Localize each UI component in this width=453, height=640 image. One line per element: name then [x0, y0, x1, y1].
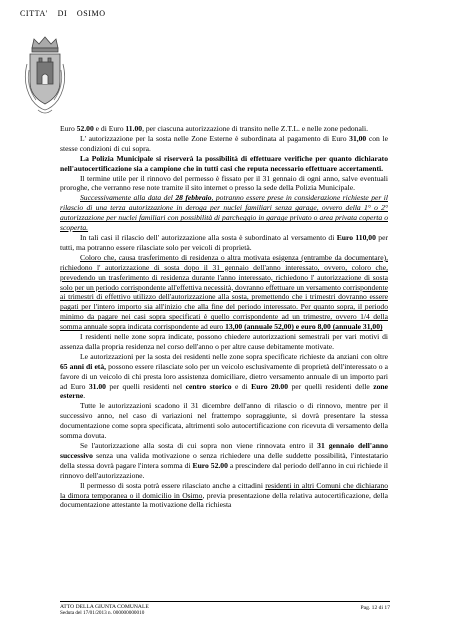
paragraph — [60, 401, 388, 441]
paragraph — [60, 174, 388, 194]
text-run: In tali casi il rilascio dell' autorizzazione alla sosta è subordinato al versamento di — [80, 232, 337, 242]
text-run: senza una valida motivazione o senza richiedere una delle suddette possibilità, l'intestatario della stessa dovrà pagare l'intera somma di — [60, 450, 388, 470]
text-run: 28 febbraio — [175, 193, 212, 203]
paragraph — [60, 253, 388, 332]
text-run: per quelli residenti nel — [105, 381, 186, 391]
text-run: . — [83, 391, 86, 401]
text-run: zone esterne — [60, 381, 388, 401]
city-heading — [20, 9, 113, 18]
paragraph — [60, 233, 388, 253]
text-run: 31.00 — [88, 381, 106, 391]
text-run: 13,00 (annuale 52,00) e euro 8,00 (annuale 31,00) — [225, 322, 383, 332]
city-word: CITTA' — [20, 9, 48, 18]
text-run: Successivamente alla data del — [80, 193, 176, 203]
text-run: 31 gennaio dell'anno successivo — [60, 441, 388, 460]
text-run: per quelli residenti delle — [288, 381, 374, 391]
paragraph — [60, 134, 388, 154]
text-run: , per ciascuna autorizzazione di transito nelle Z.T.L. e nelle zone pedonali. — [142, 124, 368, 133]
text-run: per tutti, ma potranno essere rilasciate solo per veicoli di proprietà. — [60, 232, 388, 252]
text-run: Euro 52.00 — [192, 460, 228, 470]
text-run: La Polizia Municipale si riserverà la possibilità di effettuare verifiche per quanto dichiarato nell'autocertificazione sia a campione che in tutti casi che reputa necessario effettuare accertamenti. — [60, 153, 388, 173]
document-body — [60, 124, 388, 510]
text-run: Le autorizzazioni per la sosta dei residenti nelle zone sopra specificate richieste da anziani con oltre — [80, 351, 388, 361]
text-run: L' autorizzazione per la sosta nelle Zone Esterne è subordinata al pagamento di Euro — [80, 133, 350, 143]
text-run: e di — [231, 381, 252, 391]
text-run: 11.00 — [125, 124, 143, 133]
footer-session: Seduta del 17/01/2013 n. 000000000010 — [60, 610, 145, 616]
text-run: 65 anni di età, — [60, 361, 107, 371]
text-run: Se l'autorizzazione alla sosta di cui sopra non viene rinnovata entro il — [80, 441, 318, 450]
paragraph — [60, 332, 388, 352]
city-crest-icon — [24, 34, 66, 124]
text-run: 52.00 — [76, 124, 94, 133]
paragraph — [60, 441, 388, 481]
paragraph — [60, 352, 388, 402]
city-name: OSIMO — [76, 9, 106, 18]
text-run: I residenti nelle zone sopra indicate, possono chiedere autorizzazioni semestrali per vari motivi di assenza dalla propria residenza nel corso dell'anno o per altre cause debitamente motivate. — [60, 332, 388, 351]
paragraph — [60, 481, 388, 511]
text-run: che dichiarano la dimora temporanea o il domicilio in Osimo — [60, 480, 389, 500]
text-run: Il permesso di sosta potrà essere rilasciato anche a cittadini — [80, 480, 266, 490]
footer-divider — [60, 601, 390, 602]
text-run: Euro 110,00 — [336, 232, 376, 242]
text-run: residenti in altri Comuni — [265, 480, 341, 490]
page-number: Pag. 12 di 17 — [360, 605, 390, 611]
page-footer — [60, 601, 390, 619]
text-run: , potranno essere prese in considerazione richieste per il rilascio di una terza autorizzazione in deroga per nuclei familiari senza garage, ovvero della 1° o 2° autorizzazione per nuclei familiari con possibilità di parcheggio in garage privato o area privata coperta o scoperta. — [60, 193, 388, 233]
text-run: Euro — [60, 124, 77, 133]
di-word: DI — [57, 9, 68, 18]
text-run: Coloro che, causa trasferimento di residenza o altra motivata esigenza (entrambe da documentare), richiedono l' autorizzazione di sosta dopo il 31 gennaio dell'anno interessato, ovvero, coloro che, prevedendo un trasferimento di residenza durante l'anno interessato, richiedono l' autorizzazione di sosta solo per un periodo corrispondente all'effettiva necessità, dovranno effettuare un versamento corrispondente ai trimestri di effettivo utilizzo dell'autorizzazione alla sosta, premettendo che i trimestri dovranno essere pagati per l'intero importo sia all'inizio che alla fine del periodo interessato. Per quanto sopra, il periodo minimo da pagare nei casi sopra specificati è quello corrispondente ad un trimestre, ovvero 1/4 della somma annuale sopra indicata corrispondente ad euro — [60, 252, 388, 332]
text-run: Euro 20.00 — [251, 381, 289, 391]
text-run: 31,00 — [349, 133, 367, 143]
text-run: centro storico — [185, 381, 232, 391]
text-run: Tutte le autorizzazioni scadono il 31 dicembre dell'anno di rilascio o di rinnovo, mentre per il successivo anno, nel caso di variazioni nel frattempo sopraggiunte, si dovrà presentare la stessa documentazione come sopra specificata, altrimenti solo autocertificazione con ricevuta di versamento della somma dovuta. — [60, 401, 388, 441]
footer-title: ATTO DELLA GIUNTA COMUNALE — [60, 604, 149, 610]
text-run: e di Euro — [93, 124, 126, 133]
text-run: con le stesse condizioni di cui sopra. — [60, 133, 388, 153]
paragraph — [60, 154, 388, 174]
paragraph — [60, 193, 388, 233]
text-run: a prescindere dal periodo dell'anno in cui richiede il rinnovo dell'autorizzazione. — [60, 460, 388, 480]
page-header — [20, 9, 113, 18]
text-run: possono essere rilasciate solo per un veicolo esclusivamente di proprietà dell'interessato o a favore di un veicolo di chi presta loro assistenza domiciliare, dietro versamento annuale di un importo pari ad Euro — [60, 361, 388, 391]
text-run: , previa presentazione della relativa autocertificazione, della documentazione attestante la motivazione della richiesta — [60, 490, 388, 510]
text-run: Il termine utile per il rinnovo del permesso è fissato per il 31 gennaio di ogni anno, salve eventuali proroghe, che verranno rese note tramite il sito internet o presso la sede della Polizia Municipale. — [60, 173, 388, 193]
paragraph — [60, 124, 388, 134]
